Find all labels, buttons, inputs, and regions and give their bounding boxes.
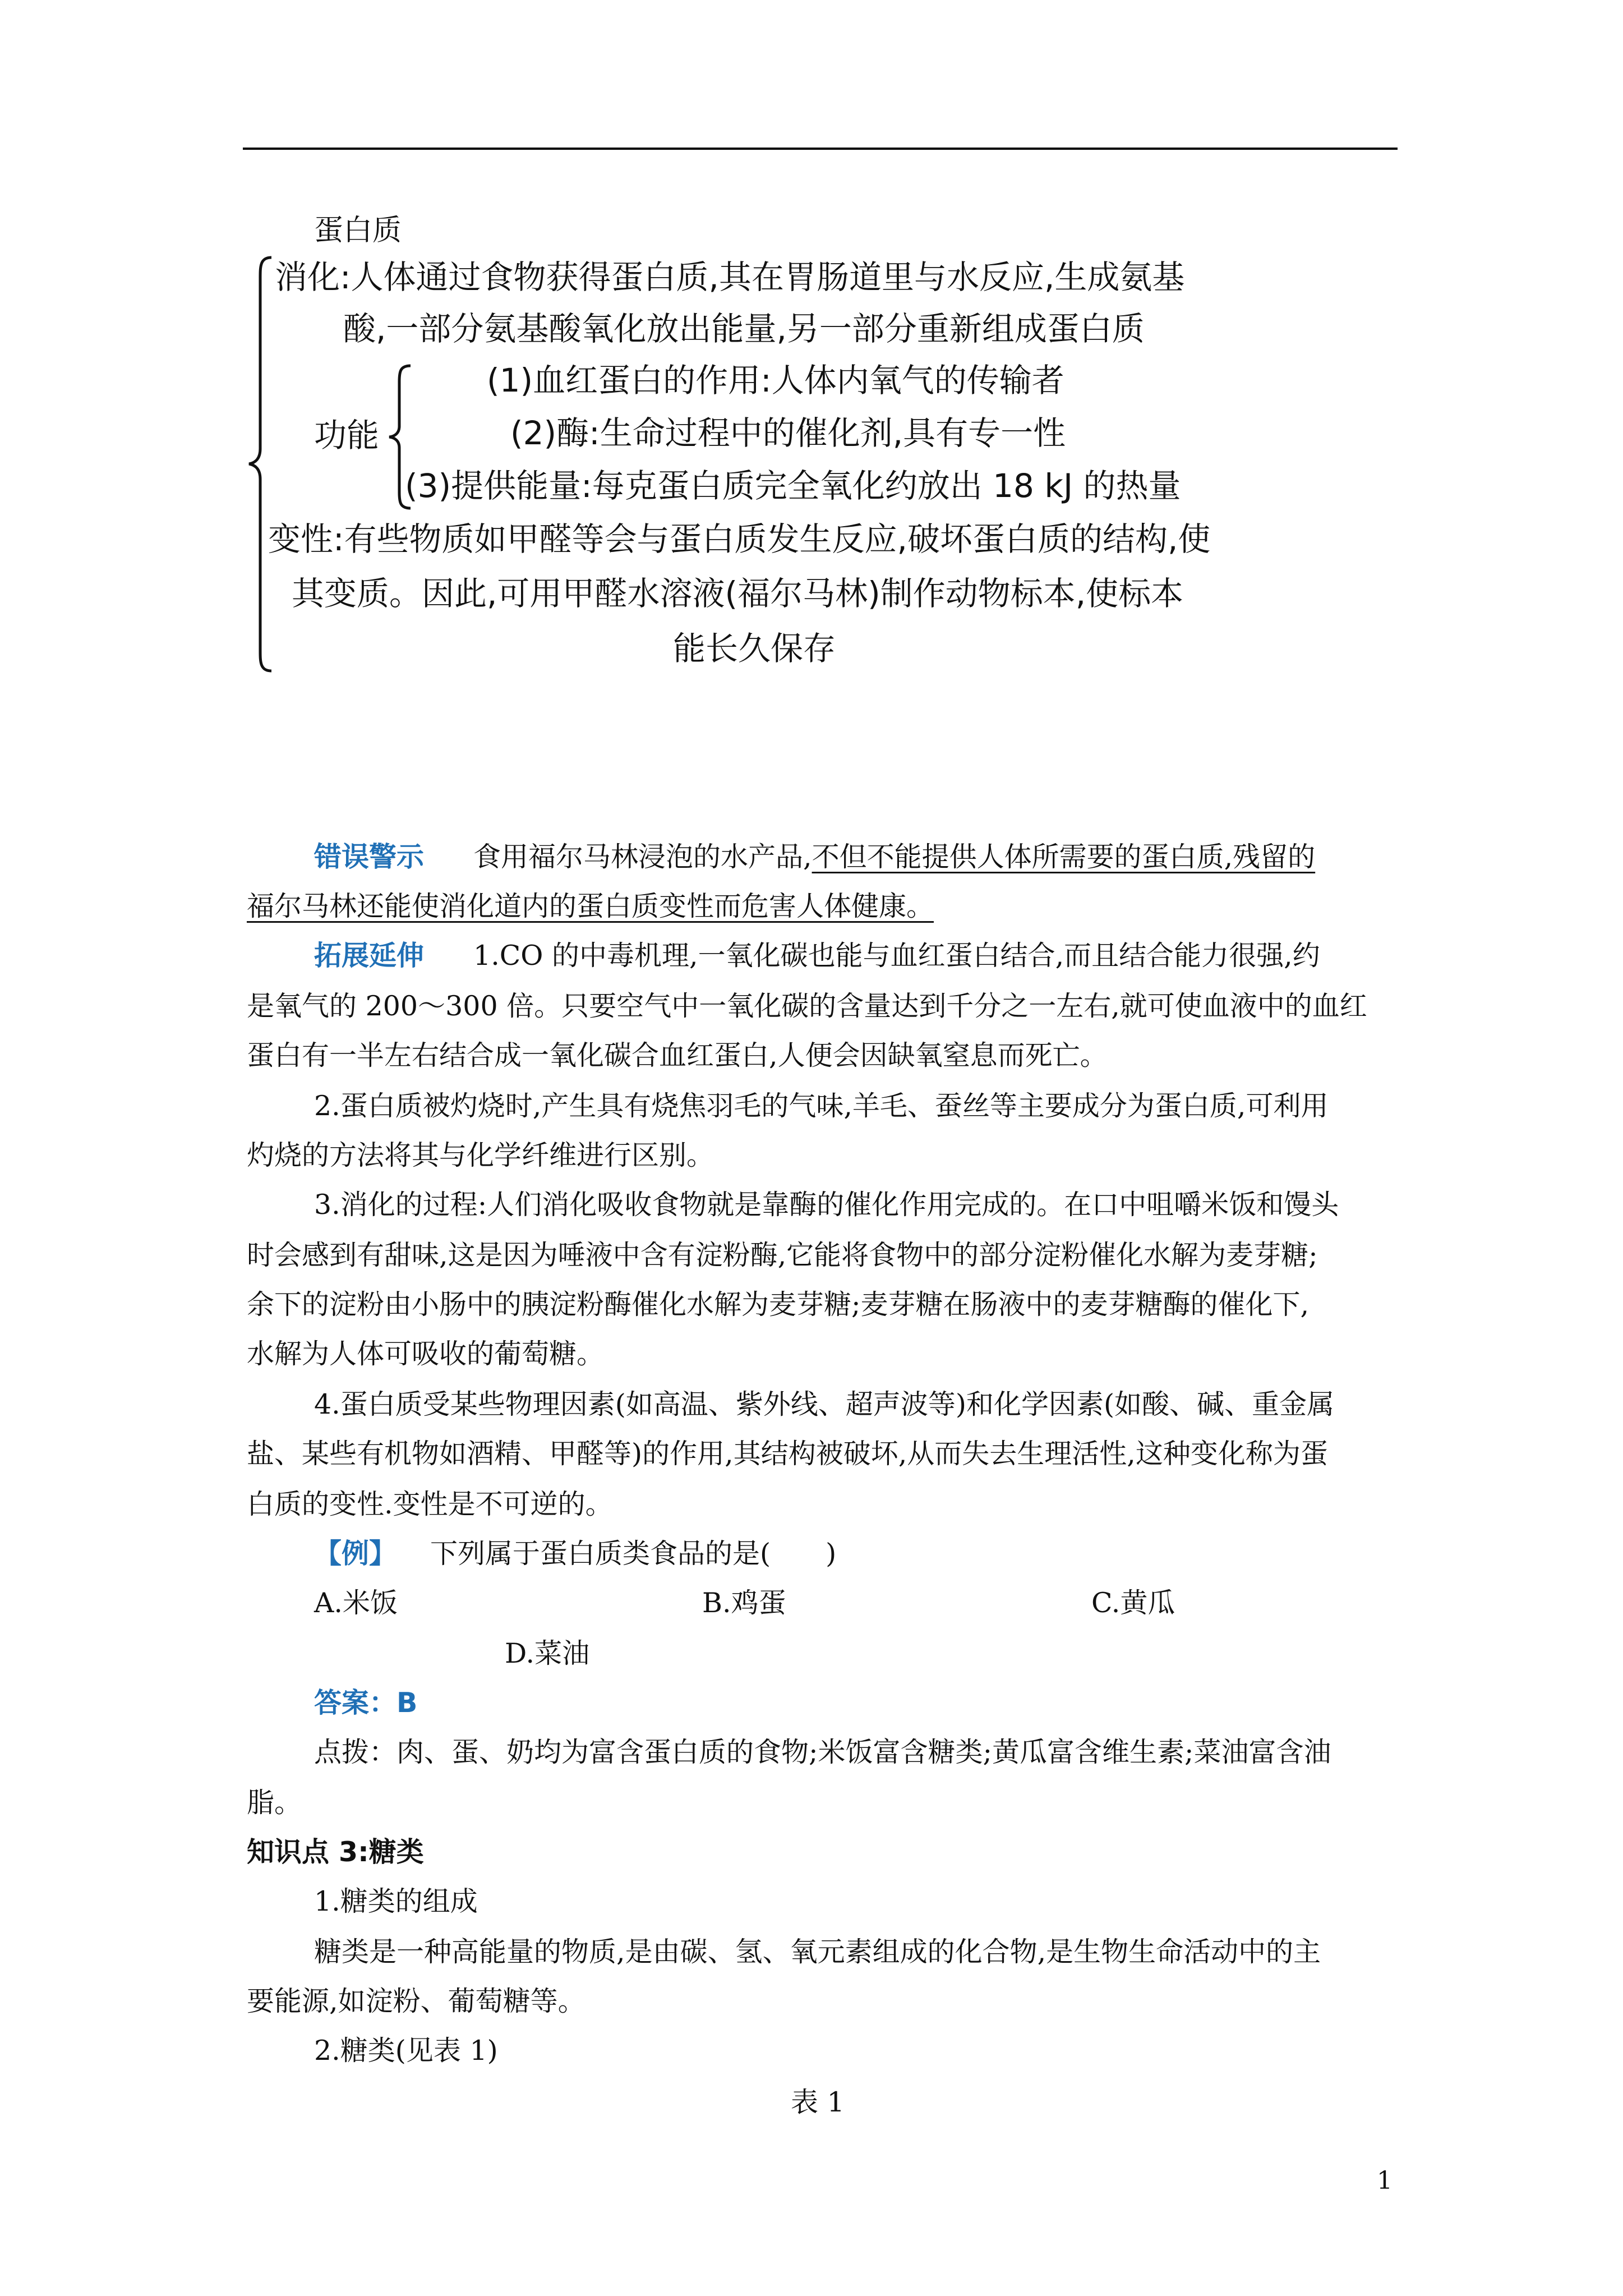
extension-p2-line-2: 灼烧的方法将其与化学纤维进行区别。: [247, 1139, 714, 1171]
knowledge3-desc-2: 要能源,如淀粉、葡萄糖等。: [247, 1985, 585, 2017]
digestion-line-2: 酸,一部分氨基酸氧化放出能量,另一部分重新组成蛋白质: [343, 310, 1145, 348]
denaturation-line-1: 变性:有些物质如甲醛等会与蛋白质发生反应,破坏蛋白质的结构,使: [268, 520, 1211, 558]
function-item-2: (2)酶:生命过程中的催化剂,具有专一性: [510, 414, 1066, 452]
option-b: B.鸡蛋: [702, 1587, 786, 1619]
warning-text-1a: 食用福尔马林浸泡的水产品,: [473, 841, 812, 873]
option-a: A.米饭: [314, 1587, 398, 1619]
page-number: 1: [1377, 2166, 1393, 2195]
diagram-title: 蛋白质: [314, 214, 402, 247]
knowledge3-heading: 知识点 3:糖类: [247, 1836, 424, 1868]
extension-p1-line-1: 拓展延伸 1.CO 的中毒机理,一氧化碳也能与血红蛋白结合,而且结合能力很强,约: [314, 940, 1320, 972]
knowledge3-sub-2: 2.糖类(见表 1): [314, 2035, 498, 2067]
function-item-1: (1)血红蛋白的作用:人体内氧气的传输者: [487, 361, 1064, 399]
table-caption: 表 1: [791, 2086, 845, 2118]
knowledge3-sub-1: 1.糖类的组成: [314, 1885, 478, 1917]
extension-p4-line-1: 4.蛋白质受某些物理因素(如高温、紫外线、超声波等)和化学因素(如酸、碱、重金属: [314, 1388, 1335, 1420]
option-d: D.菜油: [505, 1637, 590, 1669]
example-question: 【例】 下列属于蛋白质类食品的是( ): [314, 1538, 837, 1570]
extension-p4-line-2: 盐、某些有机物如酒精、甲醛等)的作用,其结构被破坏,从而失去生理活性,这种变化称为蛋: [247, 1438, 1328, 1470]
hint-line-1: 点拨：肉、蛋、奶均为富含蛋白质的食物;米饭富含糖类;黄瓜富含维生素;菜油富含油: [314, 1736, 1331, 1768]
function-item-3: (3)提供能量:每克蛋白质完全氧化约放出 18 kJ 的热量: [405, 467, 1181, 505]
extension-p3-line-4: 水解为人体可吸收的葡萄糖。: [247, 1338, 605, 1370]
digestion-line-1: 消化:人体通过食物获得蛋白质,其在胃肠道里与水反应,生成氨基: [275, 258, 1185, 296]
example-label: 【例】: [314, 1538, 397, 1570]
denaturation-line-2: 其变质。因此,可用甲醛水溶液(福尔马林)制作动物标本,使标本: [292, 574, 1184, 613]
answer: 答案：B: [314, 1687, 418, 1719]
knowledge3-desc-1: 糖类是一种高能量的物质,是由碳、氢、氧元素组成的化合物,是生物生命活动中的主: [314, 1936, 1321, 1968]
warning-line-1: [314, 839, 1315, 875]
extension-p4-line-3: 白质的变性.变性是不可逆的。: [247, 1488, 613, 1520]
extension-p1-line-3: 蛋白有一半左右结合成一氧化碳合血红蛋白,人便会因缺氧窒息而死亡。: [247, 1039, 1108, 1071]
warning-label: 错误警示: [314, 841, 425, 873]
protein-diagram: [0, 0, 1623, 701]
extension-label: 拓展延伸: [314, 940, 425, 972]
extension-p1-line-2: 是氧气的 200～300 倍。只要空气中一氧化碳的含量达到千分之一左右,就可使血液中的血红: [247, 990, 1367, 1022]
extension-p2-line-1: 2.蛋白质被灼烧时,产生具有烧焦羽毛的气味,羊毛、蚕丝等主要成分为蛋白质,可利用: [314, 1090, 1329, 1122]
warning-text-1b: 不但不能提供人体所需要的蛋白质,残留的: [811, 841, 1316, 873]
warning-text-2: 福尔马林还能使消化道内的蛋白质变性而危害人体健康。: [247, 890, 934, 922]
hint-line-2: 脂。: [247, 1787, 302, 1819]
outer-brace: [247, 255, 275, 673]
extension-p3-line-1: 3.消化的过程:人们消化吸收食物就是靠酶的催化作用完成的。在口中咀嚼米饭和馒头: [314, 1189, 1339, 1221]
option-c: C.黄瓜: [1091, 1587, 1175, 1619]
warning-line-2: [247, 889, 934, 924]
extension-p3-line-2: 时会感到有甜味,这是因为唾液中含有淀粉酶,它能将食物中的部分淀粉催化水解为麦芽糖;: [247, 1239, 1318, 1271]
denaturation-line-3: 能长久保存: [673, 629, 836, 668]
function-label: 功能: [314, 416, 380, 454]
extension-p3-line-3: 余下的淀粉由小肠中的胰淀粉酶催化水解为麦芽糖;麦芽糖在肠液中的麦芽糖酶的催化下,: [247, 1289, 1310, 1320]
